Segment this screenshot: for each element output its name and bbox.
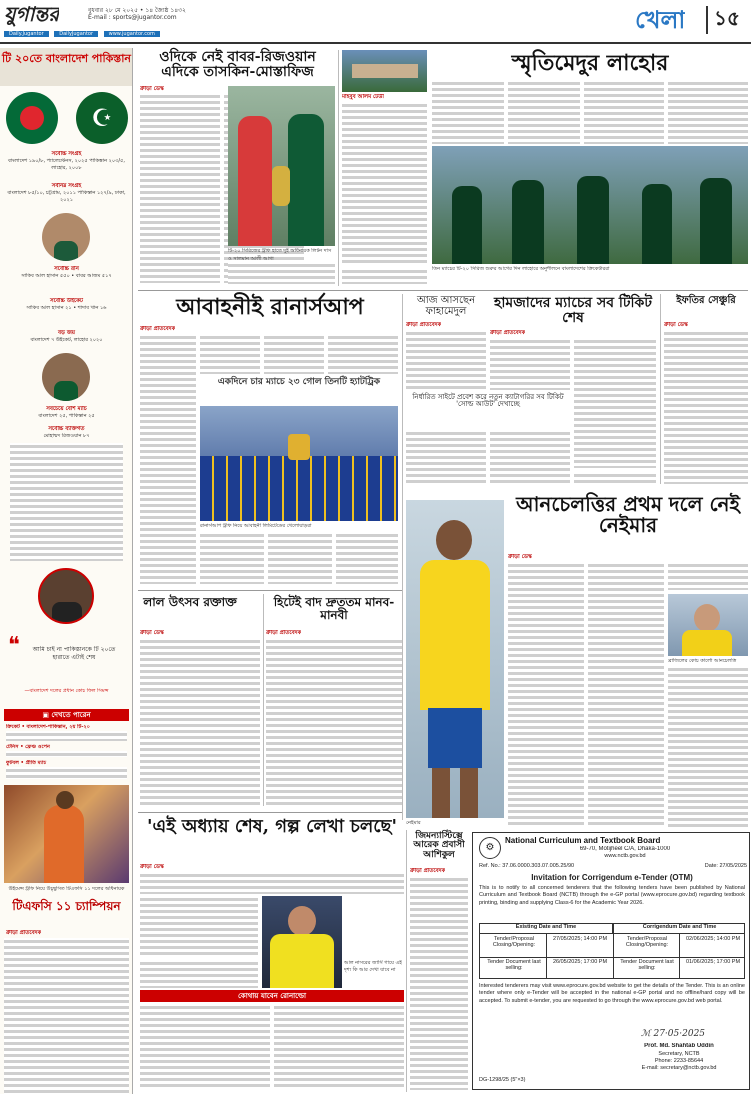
hamza-body-col5 [574,472,656,484]
tender-r1c4: 02/06/2025; 14:00 PM [685,936,741,942]
babar-body-col1 [140,93,220,283]
gymnastics-headline[interactable]: জিমন্যাস্টিক্সে আরেক প্রবাসী আশিকুল [413,831,465,860]
runnerup-body-col4 [328,334,398,374]
tv-item-3: ফুটবল • প্রীতি ম্যাচ [6,760,47,766]
runnerup-headline[interactable]: আবাহনীই রানার্সআপ [176,294,364,320]
sidebar-records-text [10,443,123,561]
neymar-byline: ক্রীড়া ডেস্ক [508,554,532,560]
neymar-body-col3 [668,562,748,590]
social-bar [4,31,254,41]
tv-guide-title: দেখতে পারেন [51,711,91,719]
tender-col-existing: Existing Date and Time [480,924,613,934]
record-body-4: সাকিব আল হাসান ২১ • শাদাব খান ১৬ [26,305,107,311]
ronaldo-body-col3 [140,1004,270,1090]
tv-item-1: ক্রিকেট • বাংলাদেশ-পাকিস্তান, ২য় টি-২০ [6,724,90,730]
smriti-body-col6 [342,268,427,284]
record-head-7: সর্বোচ্চ ব্যক্তিগত [48,426,85,432]
masthead [0,0,751,44]
tender-ref: Ref. No.: 37.06.0000.303.07.005.25/90 [479,863,575,869]
tv-icon: ▣ [42,711,52,719]
fahamedul-body [406,330,486,390]
coach-quote: আমি চাই না পাকিস্তানকে টি ২০তে হারাতে এটাই শেষ [32,646,116,662]
runnerup-byline: ক্রীড়া প্রতিবেদক [140,326,176,332]
bangladesh-flag-icon [6,92,58,144]
signatory-phone: Phone: 2233-85644 [654,1058,704,1064]
tender-dg-code: DG-1298/25 (5"×3) [479,1077,526,1083]
page-number: ১৫ [714,6,740,30]
tender-title: Invitation for Corrigendum e-Tender (OTM) [531,873,693,882]
ronaldo-body-intro [140,872,404,894]
hite-headline[interactable]: হিটেই বাদ দ্রুততম মানব-মানবী [273,595,395,622]
signature: ℳ 27·05·2025 [641,1029,706,1039]
record-body-2: বাংলাদেশ ৮৫/১০, চট্টগ্রাম, ২০১১ পাকিস্তান ১২৭/৯, ঢাকা, ২০২১ [7,190,126,203]
runnerup-body-col1 [140,334,196,584]
smriti-byline: মাহবুব আলম টেডী [342,94,384,100]
tv-guide-header [4,709,129,721]
tender-r2c2: 26/05/2025; 17:00 PM [552,959,608,965]
gymnastics-byline: ক্রীড়া প্রতিবেদক [410,868,446,874]
fahamedul-headline[interactable]: আজ আসছেন ফাহামেদুল [416,295,476,317]
hamza-headline[interactable]: হামজাদের ম্যাচের সব টিকিট শেষ [494,295,652,326]
smriti-body-col1 [342,102,427,264]
tender-table [479,923,745,979]
hamza-byline: ক্রীড়া প্রতিবেদক [490,330,526,336]
ancelotti-photo [668,594,748,656]
tender-r1c3: Tender/Proposal Closing/Opening: [625,936,669,948]
tender-address: 69-70, Motijheel C/A, Dhaka-1000 [579,846,671,852]
record-head-1: সর্বোচ্চ সংগ্রহ [51,151,82,157]
player-avatar-shakib [42,213,90,261]
tfc-headline: টিএফসি ১১ চ্যাম্পিয়ন [12,899,121,913]
tender-r2c3: Tender Document last selling: [620,959,674,971]
masthead-logo[interactable]: যুগান্তর [4,2,60,26]
lal-headline[interactable]: লাল উৎসব রক্তাক্ত [143,595,237,609]
smriti-body-col5 [668,80,748,144]
tv-item-2: টেনিস • ফ্রেঞ্চ ওপেন [6,744,50,750]
tender-r2c4: 01/06/2025; 17:00 PM [685,959,741,965]
tender-footer: Interested tenderers may visit www.eprocure.gov.bd website to get the details of the Tender. This is an online tender where only e-Tender will be accepted in the national e-GP portal and no offline/hard copy will be accepted. To submit e-tender, you are requested to go through the www.eprocure.gov.bd web portal. [479,983,745,1004]
runnerup-body-col5 [200,532,264,584]
record-head-3: সর্বোচ্চ রান [54,266,79,272]
tender-notice [472,832,750,1090]
hamza-body-col4 [490,430,570,484]
record-body-6: বাংলাদেশ ২৫, পাকিস্তান ২৫ [38,413,95,419]
runnerup-body-col3 [264,334,324,374]
record-head-2: সর্বনিম্ন সংগ্রহ [51,183,82,189]
smriti-body-col3 [508,80,580,144]
neymar-body-col4 [668,666,748,828]
hite-body [266,638,402,806]
neymar-body-col2 [588,562,664,828]
record-head-6: সবচেয়ে বেশি ম্যাচ [46,406,87,412]
runnerup-subheadline: একদিনে চার ম্যাচে ২৩ গোল তিনটি হ্যাটট্রিক [217,377,381,387]
iftiar-headline[interactable]: ইফতির সেঞ্চুরি [676,295,736,306]
smriti-body-col2 [432,80,504,144]
lal-byline: ক্রীড়া ডেস্ক [140,630,164,636]
tfc-byline: ক্রীড়া প্রতিবেদক [6,930,42,936]
tender-date: Date: 27/05/2025 [704,863,747,869]
babar-body-col3 [228,262,335,284]
player-avatar-rizwan [42,353,90,401]
nctb-logo-icon: ⚙ [479,837,501,859]
tender-org: National Curriculum and Textbook Board [505,836,661,845]
record-body-1: বাংলাদেশ ১৯০/৮, প্যালেস্টেনস, ২০২৫ পাকিস্তান ২০৩/৫, লাহোর, ২০০৮ [8,158,125,171]
iftiar-body [664,330,748,484]
masthead-email: E-mail : sports@jugantor.com [88,14,177,21]
coach-quote-attribution: —বাংলাদেশ দলের প্রধান কোচ ফিল সিমন্স [24,688,109,694]
tv-item-1-detail [6,731,127,741]
section-name: খেলা [635,5,686,34]
iftiar-byline: ক্রীড়া ডেস্ক [664,322,688,328]
hamza-body-col2 [574,338,656,468]
tv-item-3-detail [6,767,127,779]
neymar-photo [406,500,504,818]
tender-website[interactable]: www.nctb.gov.bd [604,853,646,859]
hamza-subheadline: নির্ধারিত সাইটে প্রবেশ করে নতুন ক্যাটাগরির সব টিকিট 'সোল্ড আউট' দেখাচ্ছে [412,393,564,409]
neymar-body-col1 [508,562,584,828]
masthead-date: বুধবার ২৮ মে ২০২৫ • ১৪ জ্যৈষ্ঠ ১৪৩২ [88,7,186,14]
record-head-5: বড় জয় [57,330,76,336]
facebook-link[interactable]: Daily.Jugantor [4,31,49,37]
tender-col-corrigendum: Corrigendum Date and Time [613,924,745,934]
tv-item-2-detail [6,751,127,757]
tfc-photo-caption: উইমেন্স ট্রফি নিয়ে উচ্ছ্বসিত টিএফসি ১১ দলের অধিনায়ক [8,886,125,892]
ronaldo-photo-caption: আল নাসরের জার্সি গায়ে এই দৃশ্য কি আর দেখা যাবে না [344,960,402,973]
tender-r1c2: 27/05/2025; 14:00 PM [552,936,608,942]
ronaldo-byline: ক্রীড়া ডেস্ক [140,864,164,870]
gymnastics-body [410,876,468,1090]
ronaldo-body-col4 [274,1004,404,1090]
pakistan-flag-icon: ☪ [76,92,128,144]
hamza-body-col3 [406,430,486,484]
coach-avatar [38,568,94,624]
babar-byline: ক্রীড়া ডেস্ক [140,86,164,92]
ronaldo-photo [262,896,342,988]
abahani-team-photo [200,406,398,521]
tfc-trophy-photo [4,785,129,883]
quote-mark-icon: ❝ [8,633,20,658]
signatory-name: Prof. Md. Shahtab Uddin [644,1043,714,1049]
record-body-7: মোহাম্মদ রিজওয়ান ৮৭ [43,433,90,439]
section-divider [706,6,708,34]
practice-photo-caption: তিন ম্যাচের টি-২০ সিরিজ শুরুর আগের দিন লাহোরে অনুশীলনে বাংলাদেশের ক্রিকেটাররা [432,266,610,272]
sidebar [0,48,133,1094]
trophy-photo [228,86,335,246]
smriti-body-col4 [584,80,664,144]
signatory-role: Secretary, NCTB [658,1051,700,1057]
tender-r2c1: Tender Document last selling: [487,959,541,971]
runnerup-body-col6 [268,532,332,584]
lahore-stadium-photo [342,50,427,92]
ronaldo-banner: কোথায় যাবেন রোনাল্ডো [140,990,404,1002]
abahani-photo-caption: রানার্সআপ ট্রফি নিয়ে আবাহনী লিমিটেডের খেলোয়াড়রা [200,523,312,529]
practice-photo [432,146,748,264]
ancelotti-photo-caption: ব্রাজিলের কোচ কার্লো আনচেলত্তি [668,658,737,664]
neymar-photo-caption: নেইমার [406,820,421,826]
twitter-link[interactable]: DailyJugantor [54,31,98,37]
ronaldo-headline[interactable]: 'এই অধ্যায় শেষ, গল্প লেখা চলছে' [147,816,397,837]
sidebar-title: টি ২০তে বাংলাদেশ পাকিস্তান [0,48,133,86]
ronaldo-body-col2 [140,960,258,988]
hamza-body-col1 [490,338,570,390]
signatory-email[interactable]: E-mail: secretary@nctb.gov.bd [641,1065,717,1071]
hite-byline: ক্রীড়া প্রতিবেদক [266,630,302,636]
record-body-5: বাংলাদেশ ৭ উইকেট, লাহোর ২০২০ [30,337,103,343]
fahamedul-byline: ক্রীড়া প্রতিবেদক [406,322,442,328]
ronaldo-body-col1 [140,896,258,956]
smriti-headline[interactable]: স্মৃতিমেদুর লাহোর [511,50,669,76]
record-head-4: সর্বোচ্চ উইকেট [49,298,84,304]
runnerup-body-col7 [336,532,398,584]
tender-r1c1: Tender/Proposal Closing/Opening: [492,936,536,948]
babar-headline[interactable]: ওদিকে নেই বাবর-রিজওয়ান এদিকে তাসকিন-মোস্তাফিজ [159,49,316,80]
website-link[interactable]: www.jugantor.com [104,31,160,37]
runnerup-body-col2 [200,334,260,374]
record-body-3: সাকিব আল হাসান ৫৫০ • বাবর আজম ৫১৭ [21,273,112,279]
lal-body [140,638,260,806]
tfc-body [4,938,129,1094]
tender-body: This is to notify to all concerned tenderers that the following tenders have been published by National Curriculum and Textbook Board (NCTB) through the e-GP portal (www.eprocure.gov.bd) regarding textbook printing, binding and supplying Class-6 for the Academic Year 2026. [479,885,745,906]
neymar-headline[interactable]: আনচেলত্তির প্রথম দলে নেই নেইমার [516,492,740,537]
trophy-photo-caption: টি-২০ সিরিজের ট্রফি হাতে দুই অধিনায়ক লিটন দাস ও সালমান আলী আগা [228,248,332,262]
